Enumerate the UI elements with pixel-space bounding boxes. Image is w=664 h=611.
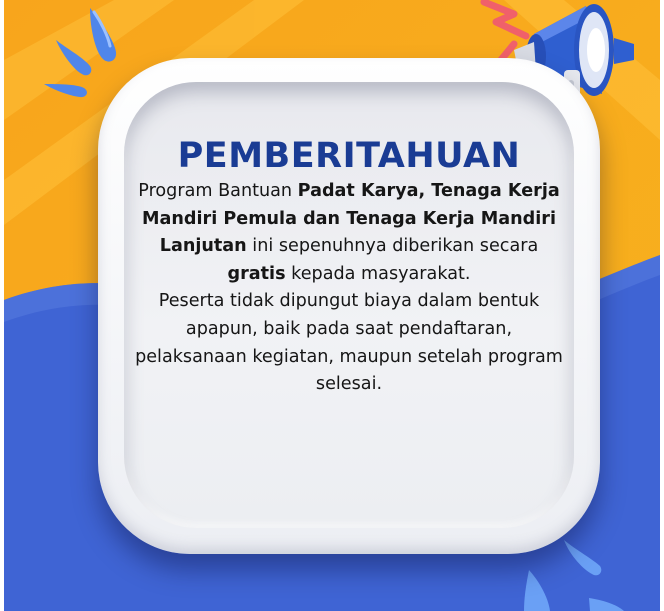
notice-content (128, 136, 570, 399)
para1-text-1: Program Bantuan (138, 181, 298, 201)
para1-text-3: kepada masyarakat. (285, 263, 471, 284)
notice-card (98, 58, 600, 554)
notice-poster (4, 0, 660, 611)
para1-text-2: ini sepenuhnya diberikan secara (246, 236, 539, 257)
notice-paragraph-2: Peserta tidak dipungut biaya dalam bentuk apapun, baik pada saat pendaftaran, pelaksanaan kegiatan, maupun setelah program selesai. (135, 291, 563, 395)
para1-bold-gratis: gratis (227, 263, 286, 284)
notice-paragraph-1 (128, 178, 570, 288)
notice-title: PEMBERITAHUAN (177, 136, 521, 176)
para1-bold-programs: Padat Karya, Tenaga Kerja Mandiri Pemula dan Tenaga Kerja Mandiri Lanjutan (142, 181, 560, 257)
